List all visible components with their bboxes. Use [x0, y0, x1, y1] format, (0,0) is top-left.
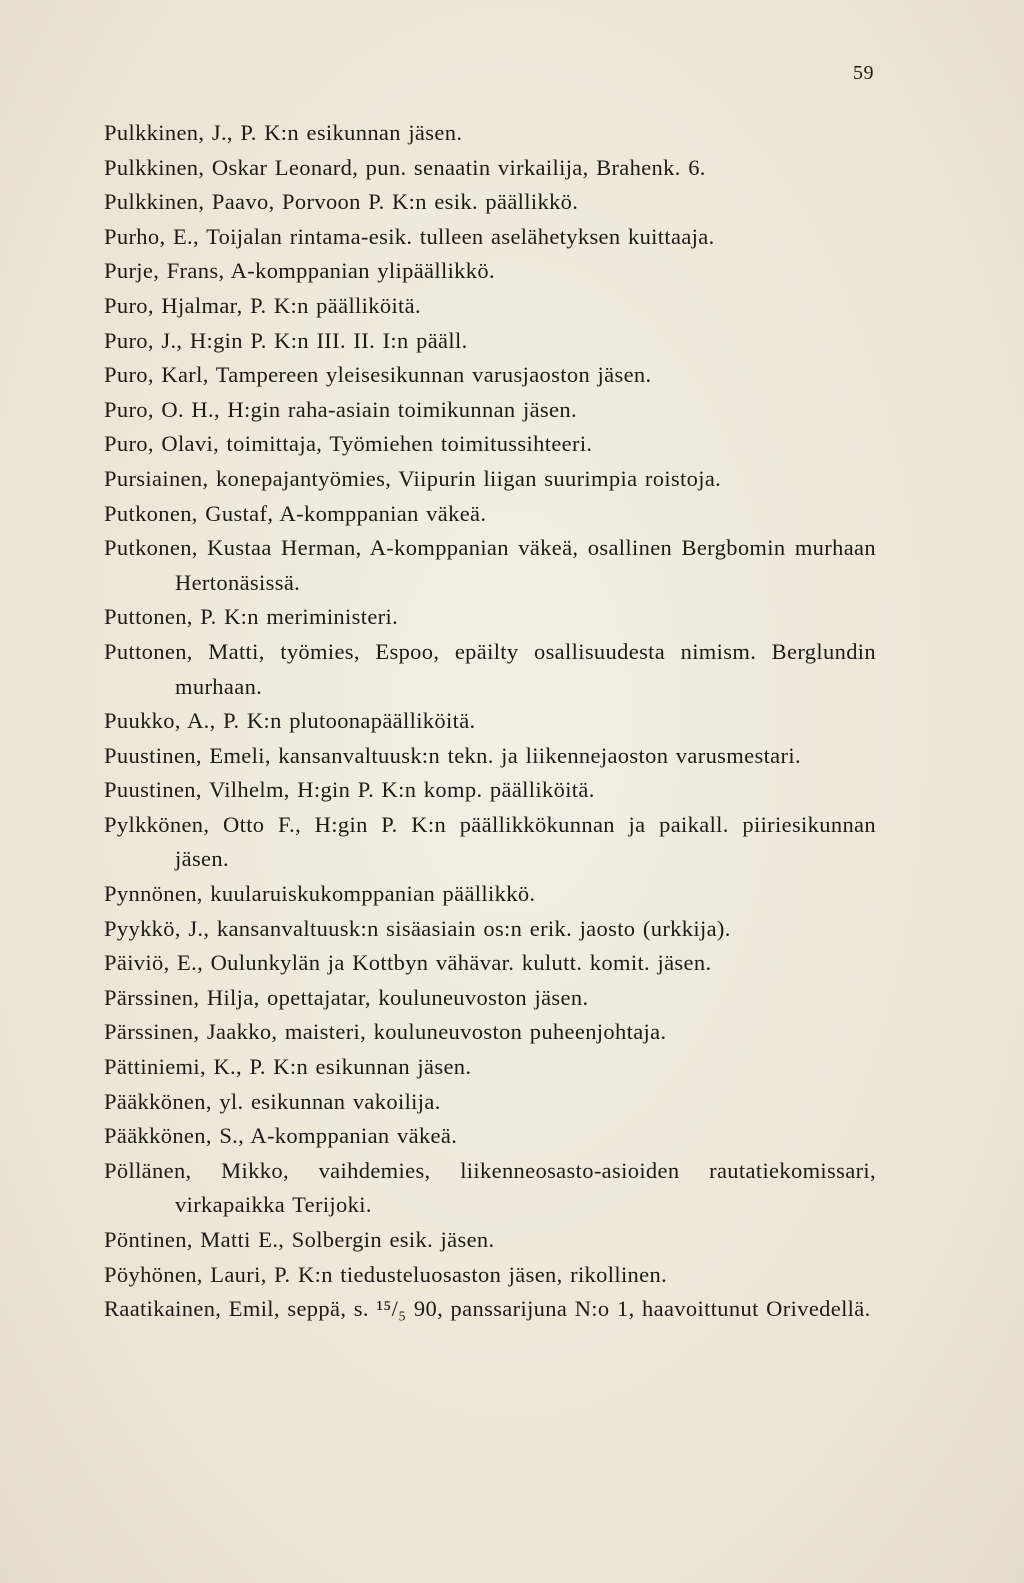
list-item: Puustinen, Emeli, kansanvaltuusk:n tekn. ja liikennejaoston varusmestari. — [104, 742, 801, 768]
entry-list — [104, 116, 876, 1327]
list-item: Pyykkö, J., kansanvaltuusk:n sisäasiain os:n erik. jaosto (urkkija). — [104, 915, 731, 941]
list-item: Puustinen, Vilhelm, H:gin P. K:n komp. päälliköitä. — [104, 777, 595, 803]
list-item: Pöyhönen, Lauri, P. K:n tiedusteluosaston jäsen, rikollinen. — [104, 1261, 668, 1287]
list-item: Purho, E., Toijalan rintama-esik. tulleen aselähetyksen kuittaaja. — [104, 223, 715, 249]
list-item: Puro, Hjalmar, P. K:n päälliköitä. — [104, 292, 421, 318]
list-item: Puro, Karl, Tampereen yleisesikunnan varusjaoston jäsen. — [104, 362, 652, 388]
list-item: Puro, Olavi, toimittaja, Työmiehen toimitussihteeri. — [104, 431, 593, 457]
list-item: Pulkkinen, J., P. K:n esikunnan jäsen. — [104, 120, 463, 145]
list-item: Puro, O. H., H:gin raha-asiain toimikunnan jäsen. — [104, 396, 577, 422]
list-item: Puttonen, P. K:n meriministeri. — [104, 604, 399, 630]
list-item: Pylkkönen, Otto F., H:gin P. K:n päällikkökunnan ja paikall. piiriesikunnan jäsen. — [104, 811, 876, 872]
list-item: Pääkkönen, S., A-komppanian väkeä. — [104, 1123, 458, 1149]
list-item: Pöntinen, Matti E., Solbergin esik. jäsen. — [104, 1227, 495, 1252]
list-item: Päiviö, E., Oulunkylän ja Kottbyn vähävar. kulutt. komit. jäsen. — [104, 950, 712, 976]
list-item: Pöllänen, Mikko, vaihdemies, liikenneosasto-asioiden rautatiekomissari, virkapaikka Terijoki. — [104, 1157, 876, 1218]
list-item: Putkonen, Gustaf, A-komppanian väkeä. — [104, 500, 487, 526]
list-item: Pärssinen, Hilja, opettajatar, kouluneuvoston jäsen. — [104, 984, 589, 1010]
page-number: 59 — [853, 62, 874, 84]
list-item: Pulkkinen, Paavo, Porvoon P. K:n esik. päällikkö. — [104, 189, 579, 215]
list-item: Puttonen, Matti, työmies, Espoo, epäilty osallisuudesta nimism. Berglundin murhaan. — [104, 638, 876, 699]
list-item: Pulkkinen, Oskar Leonard, pun. senaatin virkailija, Brahenk. 6. — [104, 154, 706, 180]
list-item: Pättiniemi, K., P. K:n esikunnan jäsen. — [104, 1054, 472, 1080]
list-item: Pääkkönen, yl. esikunnan vakoilija. — [104, 1088, 441, 1114]
list-item: Puukko, A., P. K:n plutoonapäälliköitä. — [104, 708, 476, 734]
list-item: Purje, Frans, A-komppanian ylipäällikkö. — [104, 258, 495, 284]
list-item: Pynnönen, kuularuiskukomppanian päällikkö. — [104, 881, 536, 907]
list-item: Putkonen, Kustaa Herman, A-komppanian väkeä, osallinen Bergbomin murhaan Hertonäsissä. — [104, 535, 876, 595]
list-item: Pärssinen, Jaakko, maisteri, kouluneuvoston puheenjohtaja. — [104, 1019, 667, 1045]
list-item: Pursiainen, konepajantyömies, Viipurin liigan suurimpia roistoja. — [104, 465, 722, 491]
list-item: Puro, J., H:gin P. K:n III. II. I:n pääll. — [104, 327, 468, 353]
list-item: Raatikainen, Emil, seppä, s. ¹⁵/₅ 90, panssarijuna N:o 1, haavoittunut Orivedellä. — [104, 1296, 871, 1322]
